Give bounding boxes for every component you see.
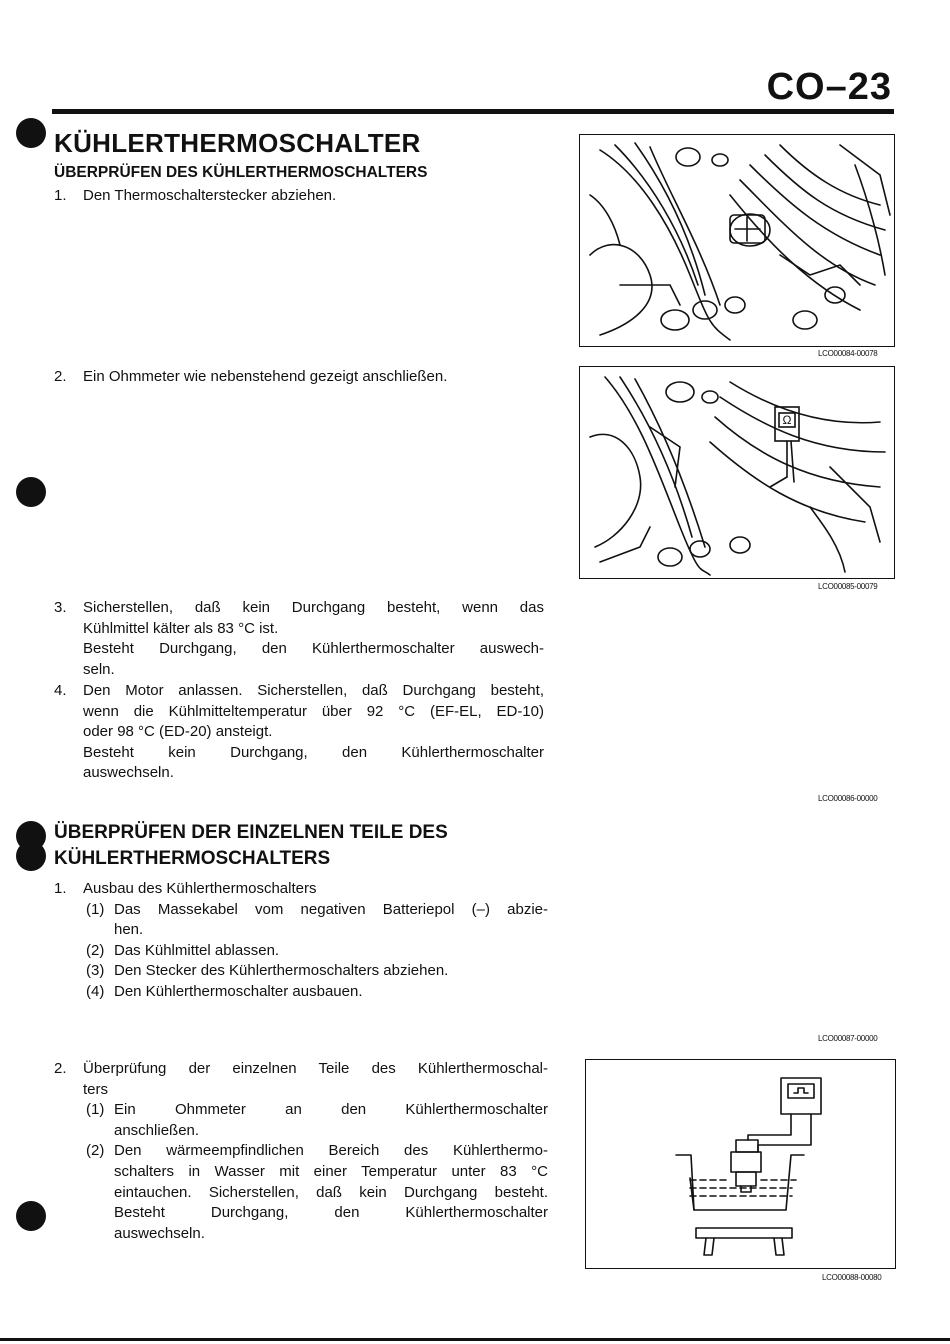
figure-code: LCO00087-00000 (818, 1034, 878, 1043)
sub-text-line: eintauchen. Sicherstellen, daß kein Durchgang besteht. (114, 1183, 548, 1201)
margin-bullet (16, 477, 46, 507)
engine-illustration (580, 135, 894, 346)
margin-bullet (16, 841, 46, 871)
figure-water-bath-test (585, 1059, 896, 1269)
sub-number: (1) (86, 1101, 105, 1119)
sub-text-line: Den wärmeempfindlichen Bereich des Kühlerthermo- (114, 1142, 548, 1160)
sub-step (86, 941, 548, 962)
step-number: 3. (54, 599, 67, 616)
sub-text-line: Den Stecker des Kühlerthermoschalters abziehen. (114, 962, 449, 980)
step-4 (54, 681, 544, 784)
section2-title-line: KÜHLERTHERMOSCHALTERS (54, 848, 331, 869)
sub-text-line: Besteht Durchgang, den Kühlerthermoschalter (114, 1204, 548, 1222)
section2-title-line: ÜBERPRÜFEN DER EINZELNEN TEILE DES (54, 822, 448, 843)
step-number: 2. (54, 1060, 67, 1077)
sub-step (86, 900, 548, 941)
step-text-line: seln. (83, 660, 115, 678)
sub-number: (3) (86, 962, 105, 980)
section2-title (54, 820, 448, 872)
step-number: 4. (54, 682, 67, 699)
step-text-line: Den Motor anlassen. Sicherstellen, daß Durchgang besteht, (83, 682, 544, 699)
step-text-line: Sicherstellen, daß kein Durchgang besteht, wenn das (83, 599, 544, 616)
sub-text-line: Das Kühlmittel ablassen. (114, 941, 280, 959)
figure-code: LCO00086-00000 (818, 794, 878, 803)
ohmmeter-symbol: Ω (782, 413, 792, 427)
sub-number: (2) (86, 1142, 105, 1160)
sub-number: (4) (86, 982, 105, 1000)
step-text: Ein Ohmmeter wie nebenstehend gezeigt anschließen. (83, 368, 448, 385)
sub-number: (1) (86, 900, 105, 918)
sub-text-line: schalters in Wasser mit einer Temperatur unter 83 °C (114, 1162, 548, 1180)
sub-step (86, 1100, 548, 1141)
step-text-line: auswechseln. (83, 764, 174, 782)
step-text-line: wenn die Kühlmitteltemperatur über 92 °C (EF-EL, ED-10) (83, 702, 544, 720)
engine-ohmmeter-illustration (580, 367, 894, 578)
step-text: Den Thermoschalterstecker abziehen. (83, 187, 337, 204)
sub-number: (2) (86, 941, 105, 959)
s2-step-2 (54, 1059, 548, 1244)
sub-text-line: anschließen. (114, 1121, 200, 1139)
step-text-line: ters (83, 1080, 109, 1098)
sub-text-line: hen. (114, 921, 144, 939)
margin-bullet (16, 1201, 46, 1231)
page-number: CO–23 (766, 66, 892, 108)
sub-text-line: Ein Ohmmeter an den Kühlerthermoschalter (114, 1101, 548, 1119)
step-number: 1. (54, 880, 67, 897)
step-number: 2. (54, 368, 67, 385)
step-3 (54, 598, 544, 680)
step-text-line: Überprüfung der einzelnen Teile des Kühlerthermoschal- (83, 1060, 548, 1077)
sub-step (86, 961, 548, 982)
step-number: 1. (54, 187, 67, 204)
sub-step (86, 982, 548, 1003)
header-rule (52, 109, 894, 114)
step-text-line: oder 98 °C (ED-20) ansteigt. (83, 723, 273, 741)
sub-text-line: Den Kühlerthermoschalter ausbauen. (114, 982, 363, 1000)
margin-bullet (16, 118, 46, 148)
step-text-line: Besteht kein Durchgang, den Kühlerthermoschalter (83, 743, 544, 761)
figure-ohmmeter-connection (579, 366, 895, 579)
sub-text-line: Das Massekabel vom negativen Batteriepol (–) abzie- (114, 900, 548, 918)
footer-rule (0, 1338, 950, 1341)
figure-code: LCO00088-00080 (822, 1273, 882, 1282)
step-text: Ausbau des Kühlerthermoschalters (83, 880, 317, 897)
step-text-line: Kühlmittel kälter als 83 °C ist. (83, 619, 279, 637)
section-title: KÜHLERTHERMOSCHALTER (54, 128, 421, 158)
figure-code: LCO00085-00079 (818, 582, 878, 591)
figure-code: LCO00084-00078 (818, 349, 878, 358)
sub-step (86, 1141, 548, 1244)
figure-engine-connector (579, 134, 895, 347)
step-text-line: Besteht Durchgang, den Kühlerthermoschalter auswech- (83, 640, 544, 658)
water-bath-illustration (586, 1060, 895, 1268)
s2-step-1 (54, 879, 548, 1003)
sub-text-line: auswechseln. (114, 1224, 205, 1242)
section-subtitle: ÜBERPRÜFEN DES KÜHLERTHERMOSCHALTERS (54, 164, 428, 181)
